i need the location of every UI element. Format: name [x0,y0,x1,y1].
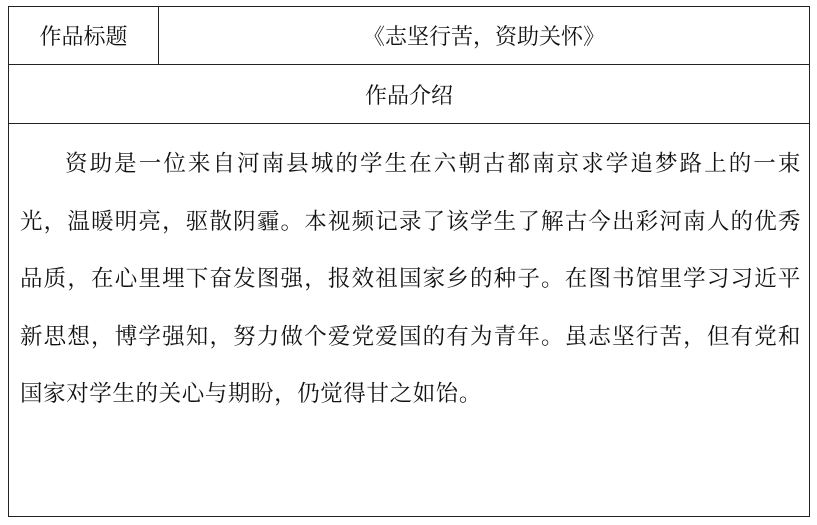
title-value: 《志坚行苦，资助关怀》 [362,25,605,50]
title-label: 作品标题 [9,7,159,64]
intro-header: 作品介绍 [9,65,809,124]
intro-body-cell [9,124,809,516]
intro-text: 资助是一位来自河南县城的学生在六朝古都南京求学追梦路上的一束光，温暖明亮，驱散阴霾。本视频记录了该学生了解古今出彩河南人的优秀品质，在心里埋下奋发图强，报效祖国家乡的种子。在图书馆里学习习近平新思想，博学强知，努力做个爱党爱国的有为青年。虽志坚行苦，但有党和国家对学生的关心与期盼，仍觉得甘之如饴。 [20,151,801,407]
title-row [9,7,809,65]
work-info-table [8,6,810,517]
